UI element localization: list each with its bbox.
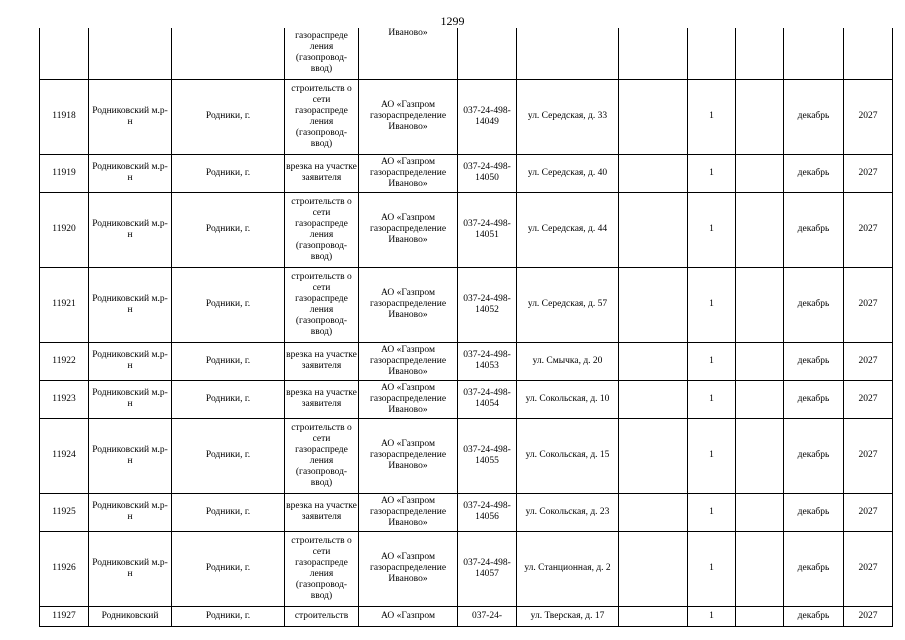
cell-count [688, 28, 736, 79]
table-row [40, 342, 893, 380]
cell-work-type: строительств [285, 606, 359, 626]
cell-num: 11921 [40, 267, 89, 342]
cell-num: 11926 [40, 531, 89, 606]
cell-count: 1 [688, 380, 736, 418]
cell-empty-1 [619, 380, 688, 418]
cell-count: 1 [688, 418, 736, 493]
cell-district: Родниковский м.р-н [89, 267, 172, 342]
cell-month: декабрь [784, 267, 844, 342]
cell-empty-2 [736, 79, 784, 154]
cell-work-type: врезка на участке заявителя [285, 493, 359, 531]
cell-organization: АО «Газпром газораспределение Иваново» [359, 154, 458, 192]
cell-address: ул. Середская, д. 44 [517, 192, 619, 267]
cell-num: 11920 [40, 192, 89, 267]
cell-district: Родниковский м.р-н [89, 380, 172, 418]
cell-address [517, 28, 619, 79]
cell-year: 2027 [844, 154, 893, 192]
cell-address: ул. Смычка, д. 20 [517, 342, 619, 380]
cell-num [40, 28, 89, 79]
cell-code: 037-24-498-14050 [458, 154, 517, 192]
cell-work-type: врезка на участке заявителя [285, 380, 359, 418]
cell-locality: Родники, г. [172, 342, 285, 380]
cell-organization: АО «Газпром газораспределение Иваново» [359, 380, 458, 418]
cell-district: Родниковский [89, 606, 172, 626]
cell-empty-2 [736, 418, 784, 493]
cell-code: 037-24-498-14053 [458, 342, 517, 380]
cell-district: Родниковский м.р-н [89, 493, 172, 531]
cell-year: 2027 [844, 79, 893, 154]
cell-empty-1 [619, 267, 688, 342]
cell-num: 11927 [40, 606, 89, 626]
cell-count: 1 [688, 342, 736, 380]
cell-empty-2 [736, 28, 784, 79]
cell-locality: Родники, г. [172, 192, 285, 267]
cell-address: ул. Середская, д. 40 [517, 154, 619, 192]
cell-code: 037-24-498-14057 [458, 531, 517, 606]
cell-num: 11919 [40, 154, 89, 192]
cell-month: декабрь [784, 606, 844, 626]
cell-work-type: строительств о сети газораспреде ления (газопровод-ввод) [285, 531, 359, 606]
cell-locality: Родники, г. [172, 380, 285, 418]
cell-year: 2027 [844, 531, 893, 606]
table-row [40, 531, 893, 606]
cell-empty-2 [736, 380, 784, 418]
cell-month: декабрь [784, 380, 844, 418]
cell-address: ул. Сокольская, д. 23 [517, 493, 619, 531]
cell-year: 2027 [844, 418, 893, 493]
cell-count: 1 [688, 267, 736, 342]
cell-month: декабрь [784, 493, 844, 531]
table-row [40, 380, 893, 418]
cell-month: декабрь [784, 79, 844, 154]
cell-year: 2027 [844, 380, 893, 418]
table-row [40, 606, 893, 626]
cell-empty-2 [736, 267, 784, 342]
cell-year: 2027 [844, 606, 893, 626]
cell-organization: АО «Газпром газораспределение Иваново» [359, 192, 458, 267]
cell-work-type: строительств о сети газораспреде ления (газопровод-ввод) [285, 418, 359, 493]
cell-code: 037-24-498-14056 [458, 493, 517, 531]
data-table [39, 28, 893, 627]
cell-district: Родниковский м.р-н [89, 192, 172, 267]
cell-organization: АО «Газпром газораспределение Иваново» [359, 493, 458, 531]
cell-num: 11918 [40, 79, 89, 154]
cell-address: ул. Тверская, д. 17 [517, 606, 619, 626]
cell-locality: Родники, г. [172, 154, 285, 192]
cell-empty-1 [619, 342, 688, 380]
cell-num: 11924 [40, 418, 89, 493]
cell-work-type: газораспреде ления (газопровод-ввод) [285, 28, 359, 79]
cell-locality: Родники, г. [172, 493, 285, 531]
cell-month: декабрь [784, 531, 844, 606]
cell-num: 11925 [40, 493, 89, 531]
cell-empty-2 [736, 192, 784, 267]
cell-organization: АО «Газпром газораспределение Иваново» [359, 342, 458, 380]
cell-work-type: строительств о сети газораспреде ления (газопровод-ввод) [285, 79, 359, 154]
cell-empty-1 [619, 192, 688, 267]
table-row [40, 192, 893, 267]
cell-district [89, 28, 172, 79]
cell-district: Родниковский м.р-н [89, 418, 172, 493]
cell-locality: Родники, г. [172, 606, 285, 626]
cell-empty-2 [736, 606, 784, 626]
cell-empty-1 [619, 154, 688, 192]
cell-code: 037-24- [458, 606, 517, 626]
table-row [40, 267, 893, 342]
cell-work-type: строительств о сети газораспреде ления (газопровод-ввод) [285, 267, 359, 342]
cell-month: декабрь [784, 154, 844, 192]
cell-year: 2027 [844, 192, 893, 267]
cell-code: 037-24-498-14049 [458, 79, 517, 154]
cell-empty-1 [619, 606, 688, 626]
cell-year: 2027 [844, 267, 893, 342]
cell-count: 1 [688, 192, 736, 267]
cell-empty-2 [736, 154, 784, 192]
cell-num: 11922 [40, 342, 89, 380]
cell-work-type: врезка на участке заявителя [285, 342, 359, 380]
cell-address: ул. Сокольская, д. 15 [517, 418, 619, 493]
cell-work-type: строительств о сети газораспреде ления (газопровод-ввод) [285, 192, 359, 267]
cell-count: 1 [688, 531, 736, 606]
table-row [40, 79, 893, 154]
cell-locality: Родники, г. [172, 267, 285, 342]
cell-month: декабрь [784, 192, 844, 267]
cell-code: 037-24-498-14054 [458, 380, 517, 418]
cell-district: Родниковский м.р-н [89, 154, 172, 192]
cell-organization: АО «Газпром газораспределение Иваново» [359, 79, 458, 154]
cell-year [844, 28, 893, 79]
table-row [40, 493, 893, 531]
cell-month [784, 28, 844, 79]
cell-empty-1 [619, 79, 688, 154]
cell-organization: АО «Газпром газораспределение Иваново» [359, 531, 458, 606]
cell-organization: АО «Газпром газораспределение Иваново» [359, 267, 458, 342]
cell-code: 037-24-498-14055 [458, 418, 517, 493]
page-number: 1299 [440, 14, 465, 28]
cell-year: 2027 [844, 493, 893, 531]
cell-year: 2027 [844, 342, 893, 380]
cell-address: ул. Сокольская, д. 10 [517, 380, 619, 418]
cell-district: Родниковский м.р-н [89, 79, 172, 154]
cell-month: декабрь [784, 342, 844, 380]
cell-code: 037-24-498-14051 [458, 192, 517, 267]
cell-address: ул. Середская, д. 33 [517, 79, 619, 154]
continued-row [40, 28, 893, 79]
cell-count: 1 [688, 606, 736, 626]
cell-district: Родниковский м.р-н [89, 531, 172, 606]
cell-locality: Родники, г. [172, 79, 285, 154]
cell-work-type: врезка на участке заявителя [285, 154, 359, 192]
cell-empty-1 [619, 493, 688, 531]
table-row [40, 154, 893, 192]
cell-district: Родниковский м.р-н [89, 342, 172, 380]
cell-locality: Родники, г. [172, 418, 285, 493]
cell-month: декабрь [784, 418, 844, 493]
cell-address: ул. Середская, д. 57 [517, 267, 619, 342]
cell-code: 037-24-498-14052 [458, 267, 517, 342]
cell-empty-2 [736, 531, 784, 606]
cell-organization: Иваново» [359, 28, 458, 79]
cell-count: 1 [688, 493, 736, 531]
cell-locality: Родники, г. [172, 531, 285, 606]
cell-code [458, 28, 517, 79]
cell-empty-1 [619, 28, 688, 79]
cell-locality [172, 28, 285, 79]
cell-empty-2 [736, 342, 784, 380]
cell-empty-1 [619, 418, 688, 493]
cell-count: 1 [688, 79, 736, 154]
cell-empty-2 [736, 493, 784, 531]
cell-empty-1 [619, 531, 688, 606]
cell-organization: АО «Газпром газораспределение Иваново» [359, 418, 458, 493]
cell-address: ул. Станционная, д. 2 [517, 531, 619, 606]
cell-count: 1 [688, 154, 736, 192]
table-row [40, 418, 893, 493]
cell-num: 11923 [40, 380, 89, 418]
cell-organization: АО «Газпром [359, 606, 458, 626]
